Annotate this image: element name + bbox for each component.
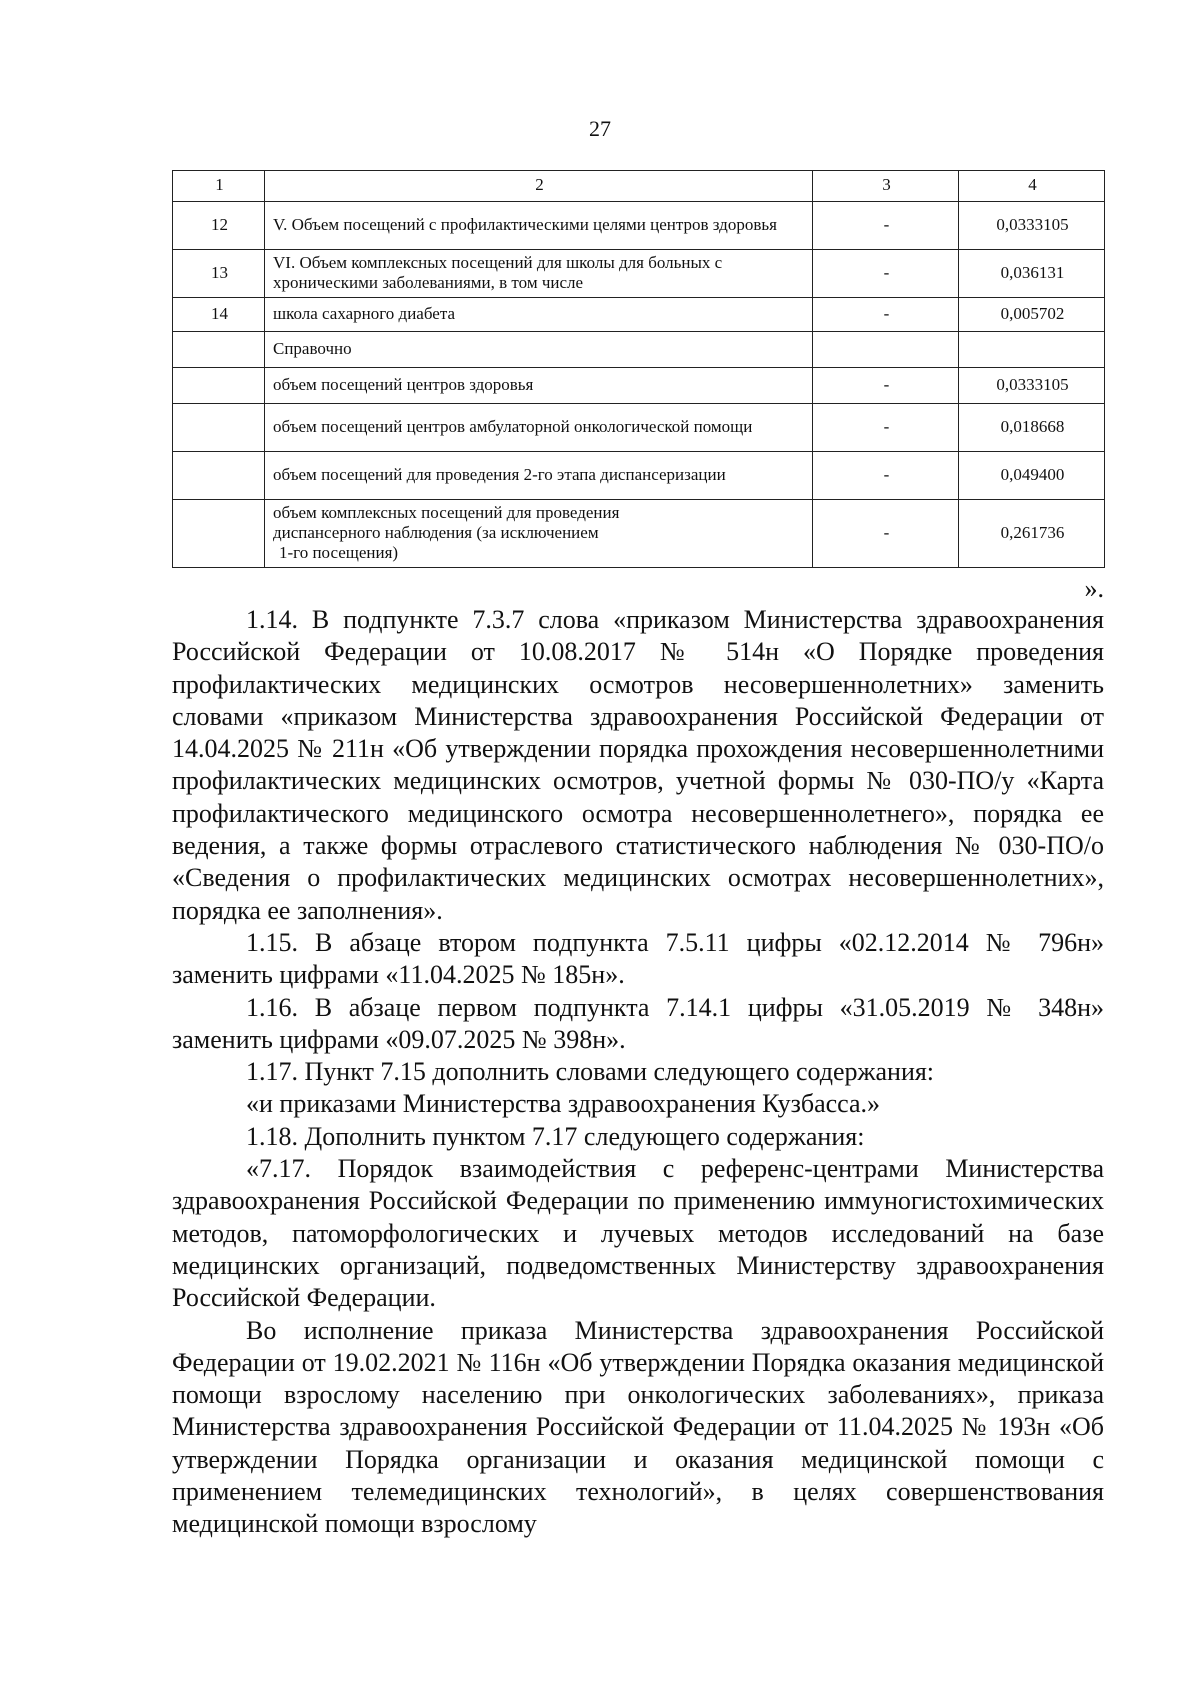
- paragraph-execution: Во исполнение приказа Министерства здравоохранения Российской Федерации от 19.02.2021 № 116н «Об утверждении Порядка оказания медицинской помощи взрослому населению при онкологических заболеваниях», приказа Министерства здравоохранения Российской Федерации от 11.04.2025 № 193н «Об утверждении Порядка организации и оказания медицинской помощи с применением телемедицинских технологий», в целях совершенствования медицинской помощи взрослому: [172, 1315, 1104, 1539]
- row-col3: -: [813, 500, 959, 568]
- row-number: [173, 332, 265, 368]
- table-row: [173, 298, 1105, 332]
- paragraph-1-17: 1.17. Пункт 7.15 дополнить словами следующего содержания:: [246, 1057, 935, 1087]
- table-header-row: [173, 171, 1105, 202]
- row-value: 0,0333105: [959, 202, 1105, 250]
- document-body: [172, 604, 1104, 1541]
- row-value: 0,036131: [959, 250, 1105, 298]
- row-description: V. Объем посещений с профилактическими целями центров здоровья: [265, 202, 813, 250]
- row-description: Справочно: [265, 332, 813, 368]
- row-value: 0,0333105: [959, 368, 1105, 404]
- table-header-cell: 3: [813, 171, 959, 202]
- row-value: [959, 332, 1105, 368]
- row-description: объем посещений для проведения 2-го этапа диспансеризации: [265, 452, 813, 500]
- row-description: школа сахарного диабета: [265, 298, 813, 332]
- table-row: [173, 500, 1105, 568]
- row-number: [173, 404, 265, 452]
- paragraph-1-16: 1.16. В абзаце первом подпункта 7.14.1 цифры «31.05.2019 № 348н» заменить цифрами «09.07.2025 № 398н».: [172, 992, 1104, 1054]
- row-number: [173, 368, 265, 404]
- table-header-cell: 2: [265, 171, 813, 202]
- table-row: [173, 404, 1105, 452]
- paragraph-1-18: 1.18. Дополнить пунктом 7.17 следующего содержания:: [246, 1121, 865, 1151]
- row-col3: -: [813, 202, 959, 250]
- table-row: [173, 202, 1105, 250]
- row-number: 12: [173, 202, 265, 250]
- row-value: 0,049400: [959, 452, 1105, 500]
- table-row: [173, 452, 1105, 500]
- row-col3: -: [813, 250, 959, 298]
- table-closing-quote: ».: [1084, 574, 1104, 603]
- table-header-cell: 1: [173, 171, 265, 202]
- row-value: 0,005702: [959, 298, 1105, 332]
- paragraph-1-14: 1.14. В подпункте 7.3.7 слова «приказом Министерства здравоохранения Российской Федерации от 10.08.2017 № 514н «О Порядке проведения профилактических медицинских осмотров несовершеннолетних» заменить словами «приказом Министерства здравоохранения Российской Федерации от 14.04.2025 № 211н «Об утверждении порядка прохождения несовершеннолетними профилактических медицинских осмотров, учетной формы № 030-ПО/у «Карта профилактического медицинского осмотра несовершеннолетнего», порядка ее ведения, а также формы отраслевого статистического наблюдения № 030-ПО/о «Сведения о профилактических медицинских осмотрах несовершеннолетних», порядка ее заполнения».: [172, 605, 1104, 925]
- table-row-reference-header: [173, 332, 1105, 368]
- row-col3: [813, 332, 959, 368]
- row-number: 13: [173, 250, 265, 298]
- row-value: 0,261736: [959, 500, 1105, 568]
- row-col3: -: [813, 452, 959, 500]
- table-header-cell: 4: [959, 171, 1105, 202]
- row-description: VI. Объем комплексных посещений для школы для больных с хроническими заболеваниями, в том числе: [265, 250, 813, 298]
- row-col3: -: [813, 368, 959, 404]
- row-col3: -: [813, 298, 959, 332]
- row-description-line: диспансерного наблюдения (за исключением: [273, 523, 599, 542]
- row-number: [173, 452, 265, 500]
- volumes-table: [172, 170, 1105, 568]
- row-description: объем посещений центров амбулаторной онкологической помощи: [265, 404, 813, 452]
- row-value: 0,018668: [959, 404, 1105, 452]
- row-number: 14: [173, 298, 265, 332]
- paragraph-1-15: 1.15. В абзаце втором подпункта 7.5.11 цифры «02.12.2014 № 796н» заменить цифрами «11.04.2025 № 185н».: [172, 927, 1104, 990]
- row-description: объем посещений центров здоровья: [265, 368, 813, 404]
- table-row: [173, 250, 1105, 298]
- paragraph-1-17-quote: «и приказами Министерства здравоохранения Кузбасса.»: [246, 1089, 881, 1119]
- page-number: 27: [589, 116, 611, 141]
- row-number: [173, 500, 265, 568]
- row-description: [265, 500, 813, 568]
- row-description-line: объем комплексных посещений для проведения: [273, 503, 620, 522]
- table-row: [173, 368, 1105, 404]
- paragraph-7-17: «7.17. Порядок взаимодействия с референс-центрами Министерства здравоохранения Российской Федерации по применению иммуногистохимических методов, патоморфологических и лучевых методов исследований на базе медицинских организаций, подведомственных Министерству здравоохранения Российской Федерации.: [172, 1154, 1104, 1313]
- row-description-line: 1-го посещения): [279, 543, 399, 562]
- row-col3: -: [813, 404, 959, 452]
